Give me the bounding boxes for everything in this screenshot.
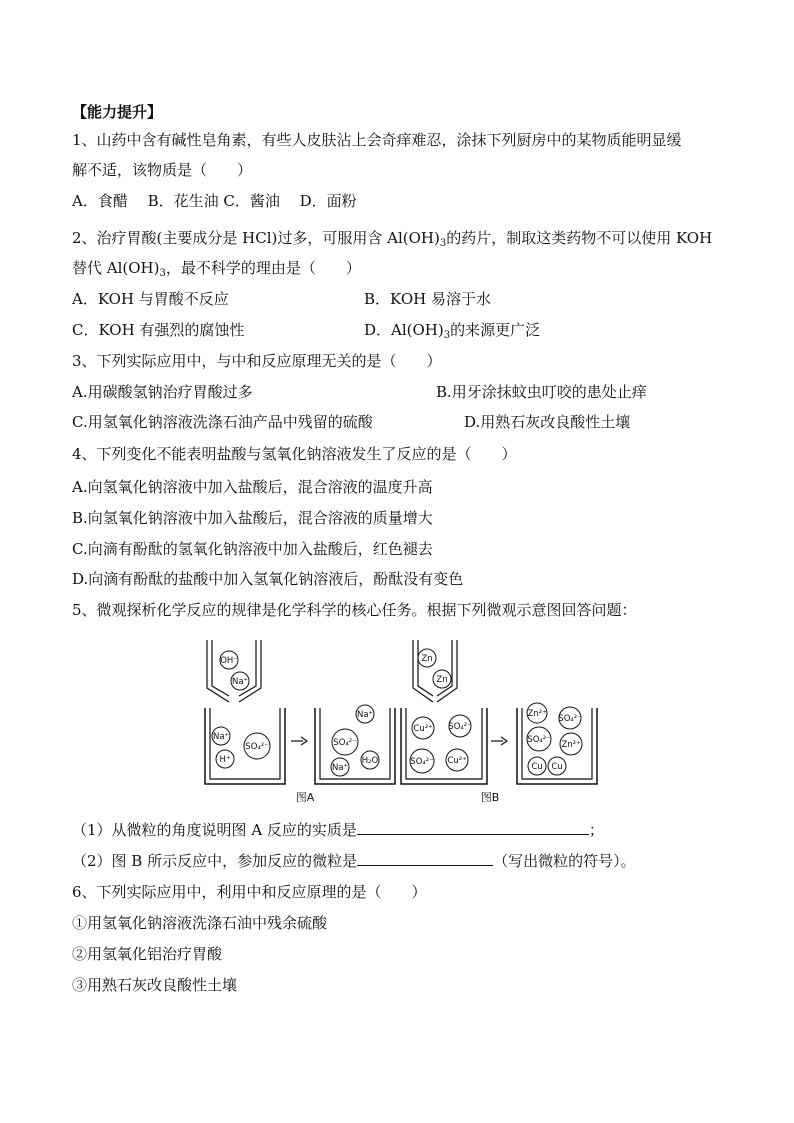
fig-b-cu2-1: Cu²⁺: [413, 724, 433, 734]
q4-stem: 4、下列变化不能表明盐酸与氢氧化钠溶液发生了反应的是（ ）: [72, 445, 517, 463]
q6-item3: ③用熟石灰改良酸性土壤: [72, 976, 238, 994]
q3-option-c: C.用氢氧化钠溶液洗涤石油产品中残留的硫酸: [72, 413, 373, 431]
q1-stem-line2: 解不适，该物质是（ ）: [72, 161, 253, 179]
fig-a-na-drop: Na⁺: [231, 677, 249, 687]
micro-diagram: [195, 636, 605, 808]
q4-option-a: A.向氢氧化钠溶液中加入盐酸后，混合溶液的温度升高: [72, 478, 433, 496]
fig-b2-cu-1: Cu: [531, 762, 543, 772]
fig-a2-na-1: Na⁺: [356, 710, 374, 720]
fig-b-zn-2: Zn: [436, 675, 448, 685]
q2-stem-line2: 替代 $Al(OH)_3$，最不科学的理由是（ ）: [72, 259, 361, 279]
caption-fig-b: 图B: [480, 791, 500, 804]
q2-option-b: B．KOH 易溶于水: [364, 290, 491, 308]
fig-b2-cu-2: Cu: [551, 762, 563, 772]
fig-a2-h2o: H₂O: [361, 756, 379, 766]
fig-b2-so4-2: SO₄²⁻: [527, 735, 551, 745]
fig-a-h: H⁺: [219, 755, 231, 765]
fig-b-so4-2: SO₄²⁻: [410, 757, 434, 767]
q5-stem: 5、微观探析化学反应的规律是化学科学的核心任务。根据下列微观示意图回答问题：: [72, 601, 637, 619]
q3-stem: 3、下列实际应用中，与中和反应原理无关的是（ ）: [72, 352, 442, 370]
q6-stem: 6、下列实际应用中，利用中和反应原理的是（ ）: [72, 883, 427, 901]
fig-a2-na-2: Na⁺: [331, 763, 349, 773]
q6-item2: ②用氢氧化铝治疗胃酸: [72, 945, 223, 963]
q4-option-b: B.向氢氧化钠溶液中加入盐酸后，混合溶液的质量增大: [72, 509, 433, 527]
fig-a-na: Na⁺: [212, 732, 230, 742]
q2-option-d: D．$Al(OH)_3$的来源更广泛: [364, 321, 541, 341]
fig-a2-so4: SO₄²⁻: [333, 738, 357, 748]
q5-sub1-blank[interactable]: [357, 820, 589, 835]
q3-option-a: A.用碳酸氢钠治疗胃酸过多: [72, 383, 253, 401]
fig-b-so4-1: SO₄²⁻: [448, 722, 472, 732]
q5-sub1: （1）从微粒的角度说明图 A 反应的实质是 ；: [72, 821, 604, 839]
q3-option-b: B.用牙涂抹蚊虫叮咬的患处止痒: [436, 383, 647, 401]
fig-b2-zn2-1: Zn²⁺: [527, 709, 547, 719]
caption-fig-a: 图A: [295, 791, 315, 804]
fig-b-cu2-2: Cu²⁺: [447, 756, 467, 766]
q1-options: A．食醋 B．花生油 C．酱油 D．面粉: [72, 192, 357, 210]
fig-b2-so4-1: SO₄²⁻: [558, 714, 582, 724]
fig-a-oh: OH⁻: [220, 656, 238, 666]
q6-item1: ①用氢氧化钠溶液洗涤石油中残余硫酸: [72, 914, 328, 932]
q4-option-d: D.向滴有酚酞的盐酸中加入氢氧化钠溶液后，酚酞没有变色: [72, 570, 464, 588]
q1-stem-line1: 1、山药中含有碱性皂角素，有些人皮肤沾上会奇痒难忍，涂抹下列厨房中的某物质能明显缓: [72, 131, 682, 149]
q2-option-c: C．KOH 有强烈的腐蚀性: [72, 321, 245, 339]
fig-a-so4: SO₄²⁻: [245, 742, 269, 752]
q2-stem-line1: 2、治疗胃酸(主要成分是 HCl)过多，可服用含 $Al(OH)_3$的药片，制取这类药物不可以使用 KOH: [72, 229, 713, 249]
fig-b-zn-1: Zn: [421, 654, 433, 664]
q5-sub2: （2）图 B 所示反应中，参加反应的微粒是 （写出微粒的符号）。: [72, 852, 636, 870]
q3-option-d: D.用熟石灰改良酸性土壤: [464, 413, 631, 431]
q5-sub2-blank[interactable]: [357, 851, 493, 866]
fig-b2-zn2-2: Zn²⁺: [561, 740, 581, 750]
q4-option-c: C.向滴有酚酞的氢氧化钠溶液中加入盐酸后，红色褪去: [72, 540, 433, 558]
section-title: 【能力提升】: [72, 103, 163, 121]
q2-option-a: A．KOH 与胃酸不反应: [72, 290, 229, 308]
